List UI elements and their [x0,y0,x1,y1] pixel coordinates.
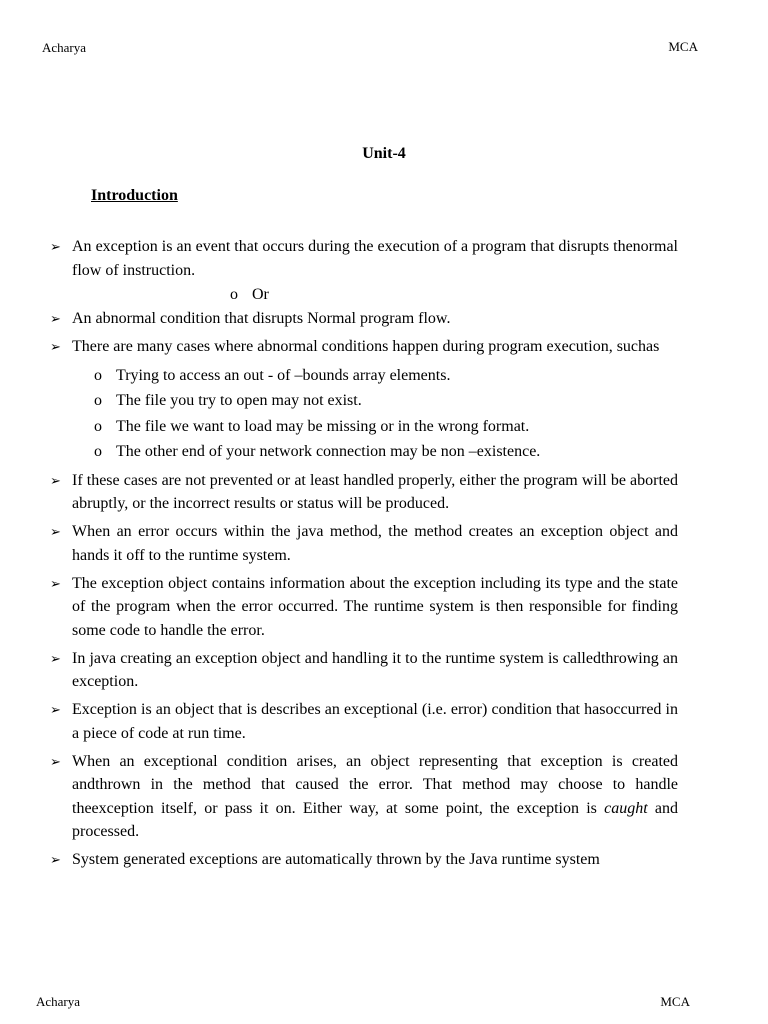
circle-bullet-icon: o [94,366,102,384]
footer-right-text: MCA [660,994,690,1009]
circle-bullet-icon: o [94,392,102,409]
circle-bullet-icon: o [230,285,238,303]
sub-item-text: The file we want to load may be missing or in the wrong format. [116,417,530,435]
bullet-item [50,235,678,282]
or-separator [50,283,678,307]
sub-list-item [50,414,678,440]
emphasis-text: caught [604,799,648,817]
bullet-item [50,520,678,567]
bullet-item [50,698,678,745]
arrow-bullet-icon: ➢ [50,753,61,769]
sub-item-text: Trying to access an out - of –bounds array elements. [116,366,451,384]
arrow-bullet-icon: ➢ [50,239,61,254]
arrow-bullet-icon: ➢ [50,524,61,539]
arrow-bullet-icon: ➢ [50,338,61,354]
circle-bullet-icon: o [94,417,102,435]
bullet-item [50,335,678,359]
sub-list-item [50,388,678,414]
or-text: Or [252,285,269,303]
arrow-bullet-icon: ➢ [50,702,61,717]
arrow-bullet-icon: ➢ [50,650,61,666]
arrow-bullet-icon: ➢ [50,852,61,867]
sub-list-item [50,439,678,465]
header-right-text: MCA [668,39,698,54]
sub-list-item [50,363,678,389]
bullet-item [50,848,678,872]
bullet-item [50,307,678,331]
unit-title: Unit-4 [362,145,406,162]
circle-bullet-icon: o [94,443,102,460]
arrow-bullet-icon: ➢ [50,472,61,488]
arrow-bullet-icon: ➢ [50,575,61,591]
bullet-item [50,469,678,516]
sub-item-text: The file you try to open may not exist. [116,392,362,409]
bullet-item [50,572,678,643]
section-heading: Introduction [91,187,178,204]
arrow-bullet-icon: ➢ [50,310,61,326]
footer-left-text: Acharya [36,994,81,1009]
bullet-text: and processed. [72,799,679,840]
bullet-text: An abnormal condition that disrupts Normal program flow. [72,309,451,327]
bullet-text: System generated exceptions are automatically thrown by the Java runtime system [72,851,600,868]
content-body [50,235,678,876]
bullet-text: The exception object contains information about the exception including its type and the state of the program when the error occurred. The runtime system is then responsible for finding some code to handle the error. [72,574,678,639]
bullet-text: When an error occurs within the java method, the method creates an exception object and hands it off to the runtime system. [72,523,678,564]
header-left-text: Acharya [42,40,87,55]
bullet-item [50,750,678,844]
sub-list [50,363,678,465]
bullet-text: There are many cases where abnormal conditions happen during program execution, suchas [72,337,660,355]
bullet-text: If these cases are not prevented or at least handled properly, either the program will be aborted abruptly, or the incorrect results or status will be produced. [72,471,678,512]
bullet-text: In java creating an exception object and handling it to the runtime system is calledthrowing an exception. [72,649,678,690]
bullet-text: Exception is an object that is describes an exceptional (i.e. error) condition that hasoccurred in a piece of code at run time. [72,701,678,742]
bullet-text: When an exceptional condition arises, an object representing that exception is created andthrown in the method that caused the error. That method may choose to handle theexception itself, or pass it on. Either way, at some point, the exception is [72,752,678,817]
bullet-text: An exception is an event that occurs during the execution of a program that disrupts thenormal flow of instruction. [72,238,678,279]
sub-item-text: The other end of your network connection may be non –existence. [116,443,541,460]
bullet-item [50,647,678,694]
